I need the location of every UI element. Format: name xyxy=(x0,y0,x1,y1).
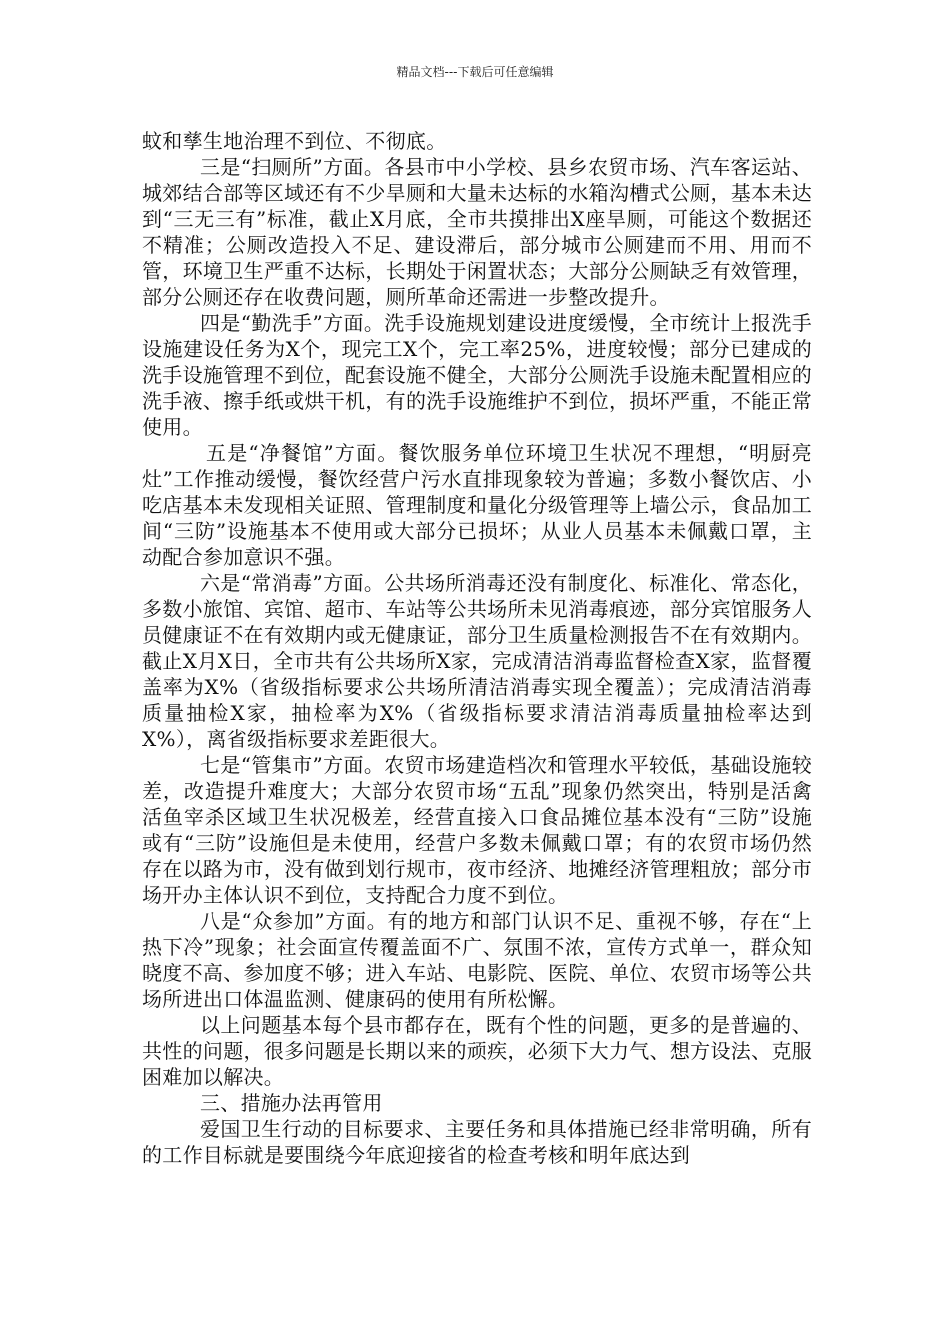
paragraph-participation: 八是“众参加”方面。有的地方和部门认识不足、重视不够，存在“上热下冷”现象；社会面宣传覆盖面不广、氛围不浓，宣传方式单一，群众知晓度不高、参加度不够；进入车站、电影院、医院、单位、农贸市场等公共场所进出口体温监测、健康码的使用有所松懈。 xyxy=(142,909,812,1011)
page-header: 精品文档---下载后可任意编辑 xyxy=(396,65,554,79)
paragraph-measures: 爱国卫生行动的目标要求、主要任务和具体措施已经非常明确，所有的工作目标就是要围绕今年底迎接省的检查考核和明年底达到 xyxy=(142,1117,812,1167)
paragraph-handwashing: 四是“勤洗手”方面。洗手设施规划建设进度缓慢，全市统计上报洗手设施建设任务为X个，现完工X个，完工率25%，进度较慢；部分已建成的洗手设施管理不到位，配套设施不健全，大部分公厕洗手设施未配置相应的洗手液、擦手纸或烘干机，有的洗手设施维护不到位，损坏严重，不能正常使用。 xyxy=(142,311,812,439)
paragraph-toilets: 三是“扫厕所”方面。各县市中小学校、县乡农贸市场、汽车客运站、城郊结合部等区域还有不少旱厕和大量未达标的水箱沟槽式公厕，基本未达到“三无三有”标准，截止X月底，全市共摸排出X座旱厕，可能这个数据还不精准；公厕改造投入不足、建设滞后，部分城市公厕建而不用、用而不管，环境卫生严重不达标，长期处于闲置状态；大部分公厕缺乏有效管理，部分公厕还存在收费问题，厕所革命还需进一步整改提升。 xyxy=(142,155,812,309)
paragraph-restaurants: 五是“净餐馆”方面。餐饮服务单位环境卫生状况不理想，“明厨亮灶”工作推动缓慢，餐饮经营户污水直排现象较为普遍；多数小餐饮店、小吃店基本未发现相关证照、管理制度和量化分级管理等上墙公示，食品加工间“三防”设施基本不使用或大部分已损坏；从业人员基本未佩戴口罩，主动配合参加意识不强。 xyxy=(142,441,812,569)
paragraph-disinfection: 六是“常消毒”方面。公共场所消毒还没有制度化、标准化、常态化，多数小旅馆、宾馆、超市、车站等公共场所未见消毒痕迹，部分宾馆服务人员健康证不在有效期内或无健康证，部分卫生质量检测报告不在有效期内。截止X月X日，全市共有公共场所X家，完成清洁消毒监督检查X家，监督覆盖率为X%（省级指标要求公共场所清洁消毒实现全覆盖）；完成清洁消毒质量抽检X家，抽检率为X%（省级指标要求清洁消毒质量抽检率达到X%），离省级指标要求差距很大。 xyxy=(142,571,812,751)
section-heading: 三、措施办法再管用 xyxy=(200,1091,383,1115)
paragraph-markets: 七是“管集市”方面。农贸市场建造档次和管理水平较低，基础设施较差，改造提升难度大；大部分农贸市场“五乱”现象仍然突出，特别是活禽活鱼宰杀区域卫生状况极差，经营直接入口食品摊位基本没有“三防”设施或有“三防”设施但是未使用，经营户多数未佩戴口罩；有的农贸市场仍然存在以路为市，没有做到划行规市，夜市经济、地摊经济管理粗放；部分市场开办主体认识不到位，支持配合力度不到位。 xyxy=(142,753,812,907)
document-body xyxy=(142,128,812,1168)
paragraph-continuation: 蚊和孳生地治理不到位、不彻底。 xyxy=(142,129,447,153)
paragraph-summary: 以上问题基本每个县市都存在，既有个性的问题，更多的是普遍的、共性的问题，很多问题是长期以来的顽疾，必须下大力气、想方设法、克服困难加以解决。 xyxy=(142,1013,812,1089)
